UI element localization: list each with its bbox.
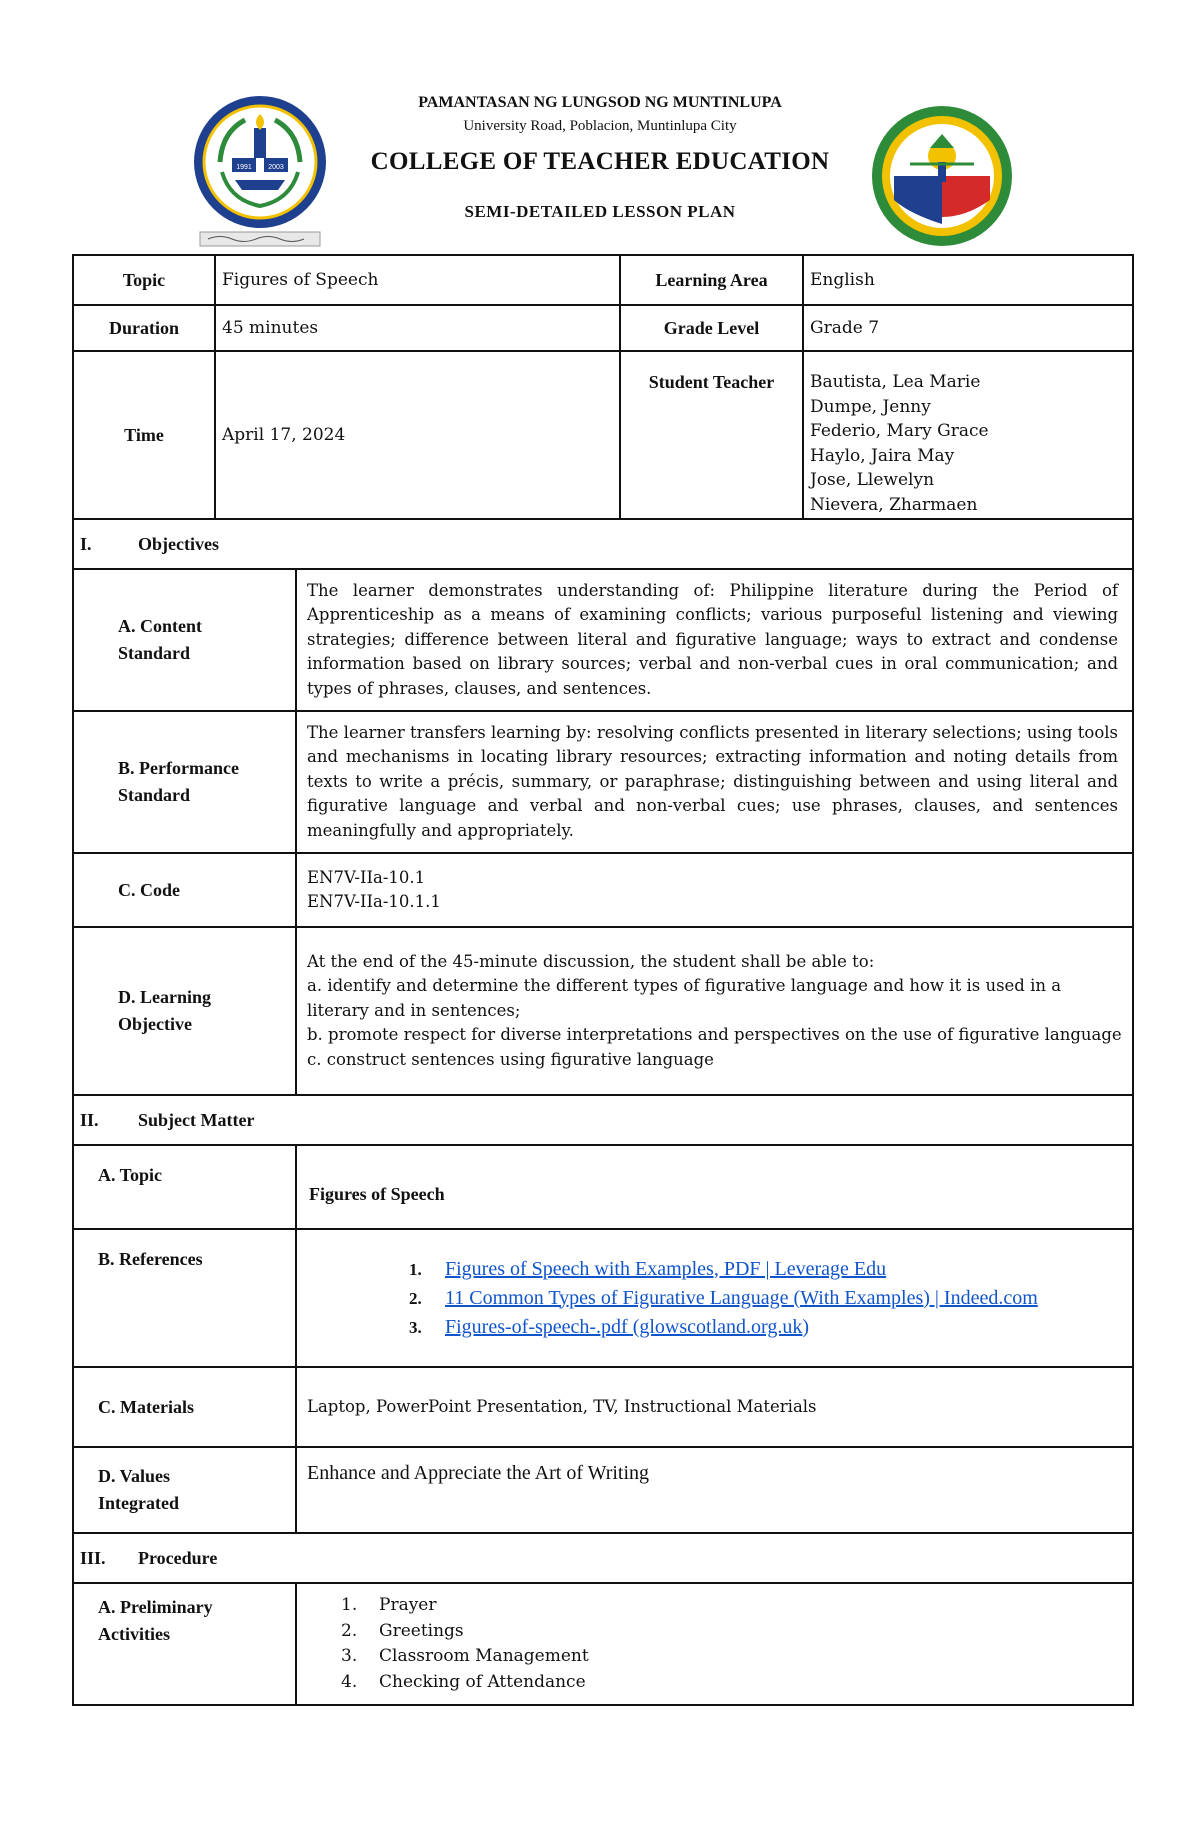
- performance-standard-label-text: B. Performance Standard: [118, 758, 239, 805]
- seal-year-right: 2003: [268, 164, 284, 171]
- student-teacher-list: [803, 351, 1133, 519]
- reference-link[interactable]: Figures-of-speech-.pdf (glowscotland.org.uk): [445, 1315, 809, 1338]
- content-standard-label-text: A. Content Standard: [118, 616, 202, 663]
- learning-objective-item: a. identify and determine the different types of figurative language and how it is used in a literary and in sentences;: [307, 976, 1062, 1020]
- content-standard-text: The learner demonstrates understanding of: Philippine literature during the Period of Apprenticeship as a means of examining conflicts; various purposeful listening and viewing strategies; difference between literal and figurative language; ways to extract and condense information based on library sources; verbal and non-verbal cues in oral communication; and types of phrases, clauses, and sentences.: [296, 569, 1133, 711]
- student-teacher-name: Haylo, Jaira May: [810, 445, 955, 466]
- learning-objective-text: [296, 927, 1133, 1095]
- lesson-plan-sheet: [72, 254, 1132, 1706]
- reference-item: [297, 1284, 1132, 1313]
- section-title: Objectives: [138, 533, 219, 554]
- competency-code: EN7V-IIa-10.1.1: [307, 892, 441, 911]
- content-standard-label: [73, 569, 296, 711]
- item-number: 1.: [341, 1595, 358, 1615]
- duration-value: 45 minutes: [215, 305, 620, 351]
- learning-area-value: English: [803, 255, 1133, 305]
- section-number: III.: [80, 1547, 106, 1568]
- student-teacher-name: Bautista, Lea Marie: [810, 372, 981, 392]
- item-text: Checking of Attendance: [379, 1671, 586, 1692]
- section-number: II.: [80, 1109, 99, 1130]
- preliminary-item: [297, 1619, 1132, 1645]
- document-header: [0, 0, 1200, 250]
- section-title: Procedure: [138, 1547, 218, 1568]
- references-label: B. References: [73, 1229, 296, 1367]
- learning-area-label: Learning Area: [620, 255, 803, 305]
- reference-item: [297, 1313, 1132, 1342]
- item-number: 2.: [341, 1620, 358, 1641]
- student-teacher-name: Dumpe, Jenny: [810, 396, 931, 417]
- item-text: Greetings: [379, 1620, 464, 1641]
- university-seal-logo: [870, 104, 1014, 248]
- section-title: Subject Matter: [138, 1109, 255, 1130]
- subject-topic-value: Figures of Speech: [296, 1145, 1133, 1229]
- references-list: [296, 1229, 1133, 1367]
- subject-topic-label: A. Topic: [73, 1145, 296, 1229]
- learning-objective-label: [73, 927, 296, 1095]
- lesson-plan-title: SEMI-DETAILED LESSON PLAN: [464, 202, 736, 221]
- lesson-info-table: [72, 254, 1134, 520]
- reference-number: 3.: [409, 1317, 422, 1337]
- college-name: COLLEGE OF TEACHER EDUCATION: [370, 148, 830, 175]
- topic-label: Topic: [73, 255, 215, 305]
- performance-standard-label: [73, 711, 296, 853]
- student-teacher-name: Nievera, Zharmaen: [810, 494, 978, 515]
- values-label: [73, 1447, 296, 1533]
- learning-objective-label-text: D. Learning Objective: [118, 987, 212, 1034]
- code-label: C. Code: [73, 853, 296, 927]
- seal-year-left: 1991: [236, 164, 252, 171]
- preliminary-label-text: A. Preliminary Activities: [98, 1597, 213, 1644]
- reference-link[interactable]: 11 Common Types of Figurative Language (With Examples) | Indeed.com: [445, 1286, 1038, 1309]
- values-value: Enhance and Appreciate the Art of Writing: [296, 1447, 1133, 1533]
- grade-level-label: Grade Level: [620, 305, 803, 351]
- university-name: PAMANTASAN NG LUNGSOD NG MUNTINLUPA: [418, 94, 782, 111]
- learning-objective-item: c. construct sentences using figurative language: [307, 1049, 714, 1069]
- preliminary-list: [296, 1583, 1133, 1705]
- item-number: 3.: [341, 1646, 358, 1666]
- lesson-body-table: [72, 518, 1134, 1706]
- section-subject-matter: [73, 1095, 1133, 1145]
- grade-level-value: Grade 7: [803, 305, 1133, 351]
- time-value: April 17, 2024: [215, 351, 620, 519]
- section-procedure: [73, 1533, 1133, 1583]
- reference-item: [297, 1255, 1132, 1284]
- materials-value: Laptop, PowerPoint Presentation, TV, Instructional Materials: [296, 1367, 1133, 1447]
- preliminary-item: [297, 1593, 1132, 1619]
- student-teacher-name: Jose, Llewelyn: [810, 470, 935, 490]
- values-label-text: D. Values Integrated: [98, 1466, 179, 1513]
- item-text: Classroom Management: [379, 1646, 589, 1666]
- preliminary-item: [297, 1670, 1132, 1696]
- learning-objective-intro: At the end of the 45-minute discussion, the student shall be able to:: [307, 951, 875, 971]
- reference-number: 1.: [409, 1259, 422, 1279]
- student-teacher-label: Student Teacher: [620, 351, 803, 519]
- reference-link[interactable]: Figures of Speech with Examples, PDF | Leverage Edu: [445, 1257, 887, 1280]
- reference-number: 2.: [409, 1288, 422, 1308]
- duration-label: Duration: [73, 305, 215, 351]
- item-number: 4.: [341, 1671, 358, 1692]
- university-address: University Road, Poblacion, Muntinlupa City: [463, 118, 737, 134]
- section-number: I.: [80, 533, 92, 554]
- student-teacher-name: Federio, Mary Grace: [810, 421, 989, 441]
- competency-code: EN7V-IIa-10.1: [307, 867, 426, 887]
- time-label: Time: [73, 351, 215, 519]
- performance-standard-text: The learner transfers learning by: resolving conflicts presented in literary selections; using tools and mechanisms in locating library resources; extracting information and noting details from texts to write a précis, summary, or paraphrase; distinguishing between and using literal and figurative language and verbal and non-verbal cues; use phrases, clauses, and sentences meaningfully and appropriately.: [296, 711, 1133, 853]
- code-list: [296, 853, 1133, 927]
- materials-label: C. Materials: [73, 1367, 296, 1447]
- preliminary-label: [73, 1583, 296, 1705]
- section-objectives: [73, 519, 1133, 569]
- topic-value: Figures of Speech: [215, 255, 620, 305]
- learning-objective-item: b. promote respect for diverse interpretations and perspectives on the use of figurative language: [307, 1025, 1122, 1045]
- preliminary-item: [297, 1644, 1132, 1670]
- item-text: Prayer: [379, 1595, 437, 1615]
